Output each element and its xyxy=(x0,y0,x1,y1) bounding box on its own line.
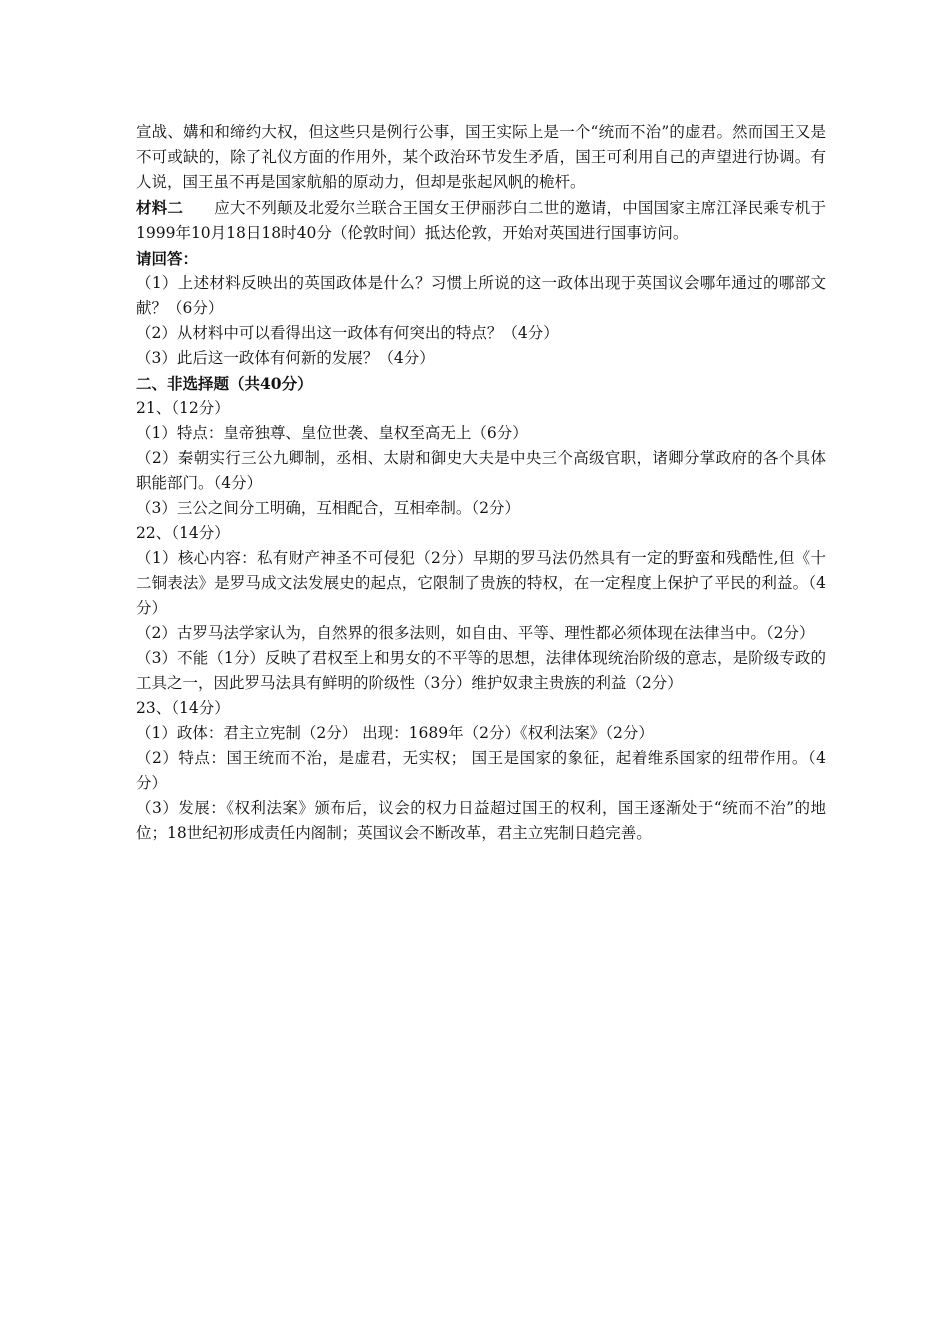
q23-item-2: （2）特点：国王统而不治，是虚君，无实权； 国王是国家的象征，起着维系国家的纽带作用。（4分） xyxy=(136,749,826,792)
q23-title: 23、（14分） xyxy=(136,699,230,717)
q21-title: 21、（12分） xyxy=(136,399,230,417)
material-two-text: 应大不列颠及北爱尔兰联合王国女王伊丽莎白二世的邀请，中国国家主席江泽民乘专机于1999年10月18日18时40分（伦敦时间）抵达伦敦，开始对英国进行国事访问。 xyxy=(136,199,826,242)
q23-item-1: （1）政体：君主立宪制（2分） 出现：1689年（2分）《权利法案》（2分） xyxy=(136,724,654,742)
questions-heading: 请回答： xyxy=(136,249,199,268)
q21-item-3: （3）三公之间分工明确，互相配合，互相牵制。（2分） xyxy=(136,499,520,517)
q22-title: 22、（14分） xyxy=(136,524,230,542)
q22-item-2: （2）古罗马法学家认为，自然界的很多法则，如自由、平等、理性都必须体现在法律当中。（2分） xyxy=(136,624,815,642)
question-item-3: （3）此后这一政体有何新的发展？（4分） xyxy=(136,349,435,367)
material-one-continued: 宣战、媾和和缔约大权，但这些只是例行公事，国王实际上是一个“统而不治”的虚君。然而国王又是不可或缺的，除了礼仪方面的作用外，某个政治环节发生矛盾，国王可利用自己的声望进行协调。有人说，国王虽不再是国家航船的原动力，但却是张起风帆的桅杆。 xyxy=(136,123,826,191)
question-item-2: （2）从材料中可以看得出这一政体有何突出的特点？（4分） xyxy=(136,324,559,342)
section-two-heading: 二、非选择题（共40分） xyxy=(136,374,313,393)
document-page xyxy=(136,120,826,846)
material-two-label: 材料二 xyxy=(136,198,184,217)
q21-item-1: （1）特点：皇帝独尊、皇位世袭、皇权至高无上（6分） xyxy=(136,424,528,442)
q22-item-1: （1）核心内容：私有财产神圣不可侵犯（2分）早期的罗马法仍然具有一定的野蛮和残酷性,但《十二铜表法》是罗马成文法发展史的起点，它限制了贵族的特权，在一定程度上保护了平民的利益。（4分） xyxy=(136,549,826,617)
q22-item-3: （3）不能（1分）反映了君权至上和男女的不平等的思想，法律体现统治阶级的意志，是阶级专政的工具之一，因此罗马法具有鲜明的阶级性（3分）维护奴隶主贵族的利益（2分） xyxy=(136,649,826,692)
q21-item-2: （2）秦朝实行三公九卿制，丞相、太尉和御史大夫是中央三个高级官职，诸卿分掌政府的各个具体职能部门。（4分） xyxy=(136,449,826,492)
material-two xyxy=(136,195,826,246)
question-item-1: （1）上述材料反映出的英国政体是什么？习惯上所说的这一政体出现于英国议会哪年通过的哪部文献？（6分） xyxy=(136,274,826,317)
q23-item-3: （3）发展：《权利法案》颁布后，议会的权力日益超过国王的权利，国王逐渐处于“统而不治”的地位；18世纪初形成责任内阁制；英国议会不断改革，君主立宪制日趋完善。 xyxy=(136,799,826,842)
